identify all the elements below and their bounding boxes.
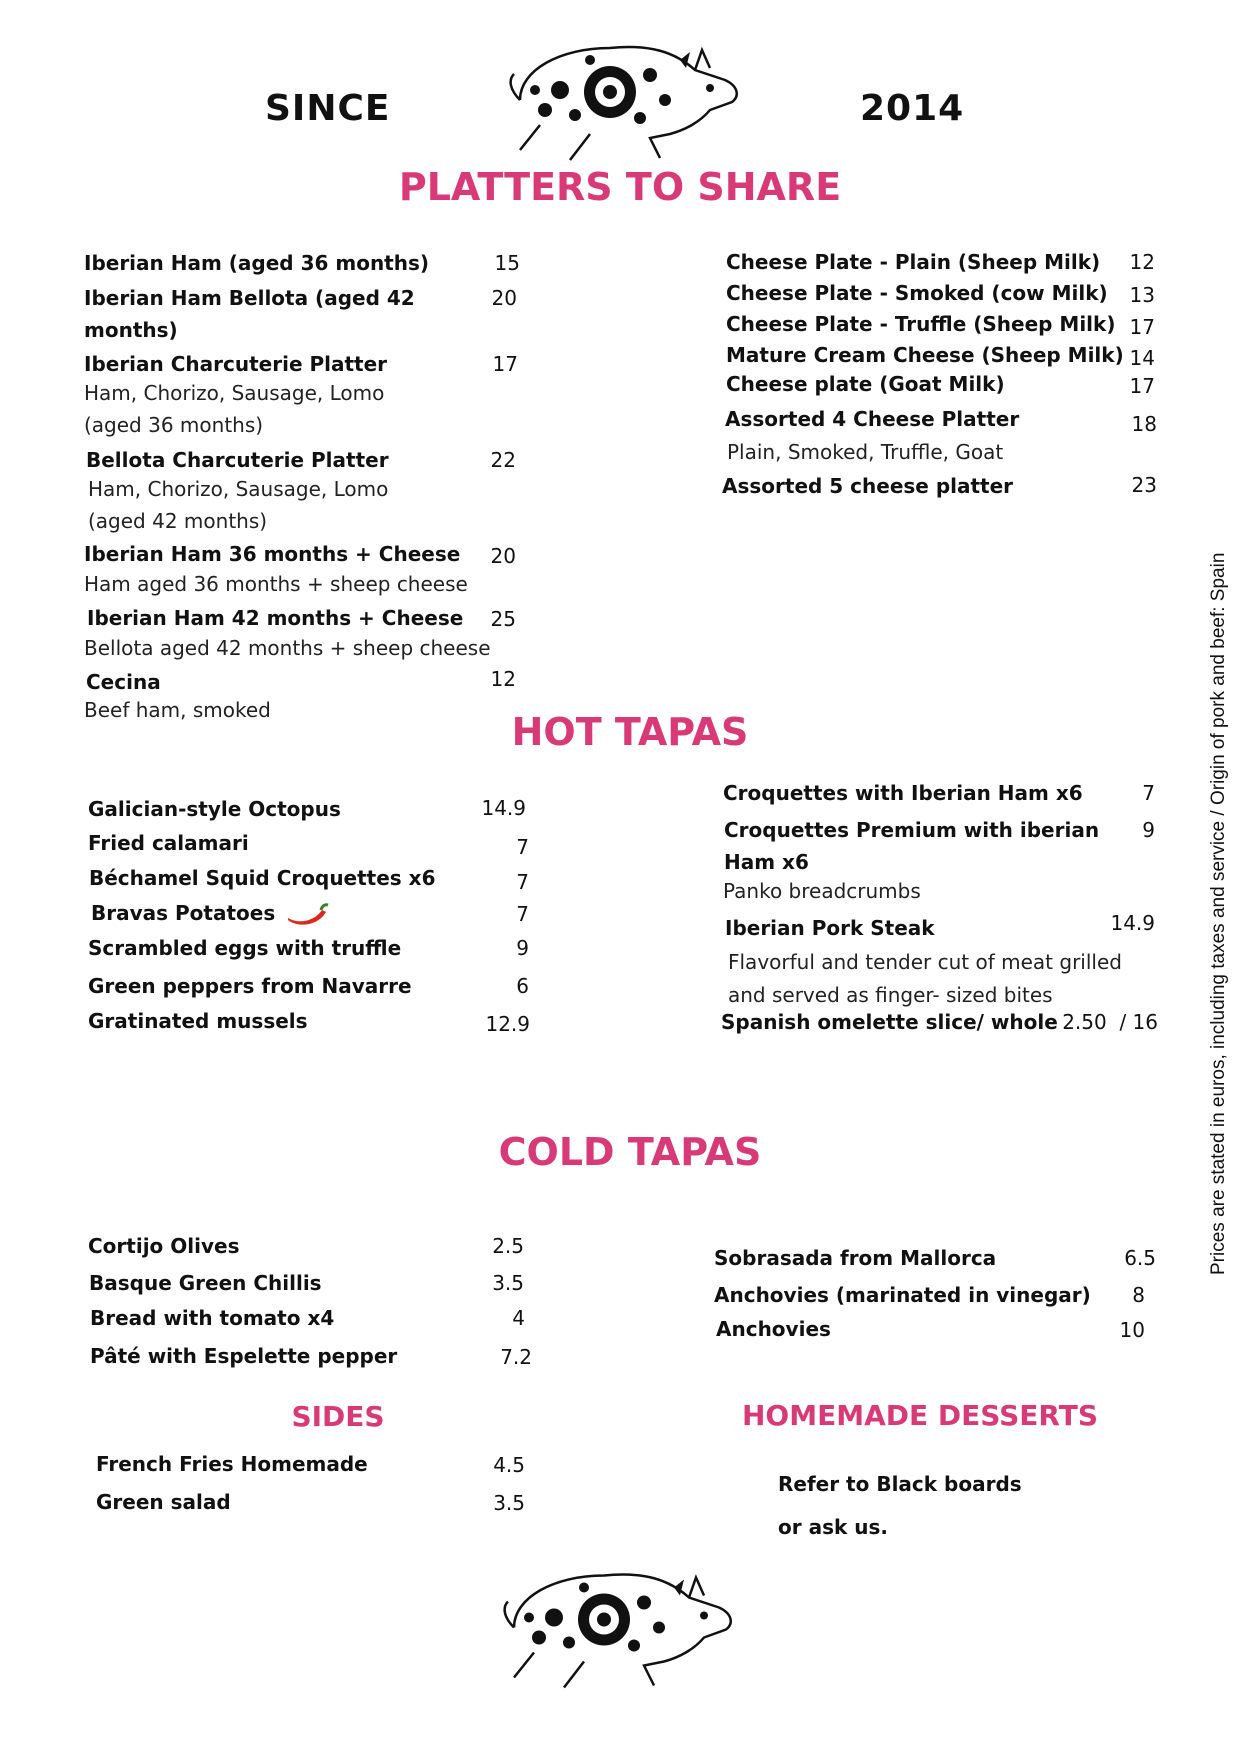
section-title-cold-tapas: COLD TAPAS bbox=[498, 1130, 762, 1174]
item-description: Panko breadcrumbs bbox=[723, 879, 921, 903]
item-price: 2.5 bbox=[492, 1234, 524, 1258]
item-description: Ham, Chorizo, Sausage, Lomo bbox=[88, 477, 389, 501]
menu-item: Sobrasada from Mallorca bbox=[714, 1246, 997, 1270]
menu-item: Anchovies (marinated in vinegar) bbox=[714, 1283, 1091, 1307]
item-price: 6.5 bbox=[1124, 1246, 1156, 1270]
item-price: 14.9 bbox=[1110, 911, 1155, 935]
item-price: 12 bbox=[490, 667, 516, 691]
menu-item: Galician-style Octopus bbox=[88, 797, 341, 821]
menu-item: Cortijo Olives bbox=[88, 1234, 240, 1258]
item-description: (aged 42 months) bbox=[88, 509, 268, 533]
year-label: 2014 bbox=[860, 88, 965, 129]
item-price: 15 bbox=[494, 251, 520, 275]
menu-item: Green salad bbox=[96, 1490, 231, 1514]
menu-item: Scrambled eggs with truffle bbox=[88, 936, 402, 960]
menu-item: Gratinated mussels bbox=[88, 1009, 308, 1033]
item-price: 14.9 bbox=[481, 796, 526, 820]
menu-item: Assorted 4 Cheese Platter bbox=[725, 407, 1020, 431]
item-description: Plain, Smoked, Truffle, Goat bbox=[727, 440, 1004, 464]
price-origin-note: Prices are stated in euros, including taxes and service / Origin of pork and beef: Spain bbox=[1208, 552, 1229, 1275]
item-price: 20 bbox=[490, 544, 516, 568]
item-price: 17 bbox=[492, 352, 518, 376]
menu-item-cont: months) bbox=[84, 318, 178, 342]
item-price: 3.5 bbox=[493, 1491, 525, 1515]
menu-item: Iberian Pork Steak bbox=[725, 916, 935, 940]
desserts-note: Refer to Black boards bbox=[778, 1472, 1022, 1496]
menu-item: Béchamel Squid Croquettes x6 bbox=[89, 866, 436, 890]
item-price: 13 bbox=[1129, 283, 1155, 307]
menu-item: Croquettes with Iberian Ham x6 bbox=[723, 781, 1083, 805]
item-price: 9 bbox=[516, 936, 529, 960]
item-price: 9 bbox=[1142, 818, 1155, 842]
menu-item: Fried calamari bbox=[88, 831, 249, 855]
item-price: 17 bbox=[1129, 374, 1155, 398]
menu-item: Iberian Ham 42 months + Cheese bbox=[87, 606, 464, 630]
item-description: Flavorful and tender cut of meat grilled bbox=[728, 950, 1122, 974]
item-price: 23 bbox=[1131, 473, 1157, 497]
item-price: 10 bbox=[1119, 1318, 1145, 1342]
item-description: Beef ham, smoked bbox=[84, 698, 271, 722]
menu-item: Basque Green Chillis bbox=[89, 1271, 322, 1295]
menu-item: Iberian Ham Bellota (aged 42 bbox=[84, 286, 415, 310]
menu-item: Mature Cream Cheese (Sheep Milk) bbox=[726, 343, 1124, 367]
item-price: 14 bbox=[1129, 346, 1155, 370]
menu-item: Cheese Plate - Plain (Sheep Milk) bbox=[726, 250, 1101, 274]
item-price: 18 bbox=[1131, 412, 1157, 436]
menu-item: Cheese Plate - Truffle (Sheep Milk) bbox=[726, 312, 1116, 336]
menu-item: Cheese plate (Goat Milk) bbox=[726, 372, 1005, 396]
since-label: SINCE bbox=[265, 88, 391, 129]
item-price: 7.2 bbox=[500, 1345, 532, 1369]
menu-item: Spanish omelette slice/ whole bbox=[721, 1010, 1058, 1034]
menu-item: Croquettes Premium with iberian bbox=[724, 818, 1100, 842]
item-price: 12 bbox=[1129, 250, 1155, 274]
menu-item: Green peppers from Navarre bbox=[88, 974, 412, 998]
menu-item: Pâté with Espelette pepper bbox=[90, 1344, 398, 1368]
menu-item: Iberian Ham 36 months + Cheese bbox=[84, 542, 461, 566]
item-price: 3.5 bbox=[492, 1271, 524, 1295]
item-description: Ham aged 36 months + sheep cheese bbox=[84, 572, 468, 596]
item-price: 7 bbox=[516, 835, 529, 859]
section-title-sides: SIDES bbox=[291, 1400, 385, 1433]
menu-item: Assorted 5 cheese platter bbox=[722, 474, 1014, 498]
item-price: 22 bbox=[490, 448, 516, 472]
item-price: 12.9 bbox=[485, 1012, 530, 1036]
desserts-note: or ask us. bbox=[778, 1515, 888, 1539]
menu-item: Bellota Charcuterie Platter bbox=[86, 448, 389, 472]
item-price: 4 bbox=[512, 1306, 525, 1330]
item-description: (aged 36 months) bbox=[84, 413, 264, 437]
item-price: 17 bbox=[1129, 315, 1155, 339]
menu-item bbox=[91, 897, 330, 929]
item-price: 8 bbox=[1132, 1283, 1145, 1307]
menu-item: Bread with tomato x4 bbox=[90, 1306, 335, 1330]
menu-item: Cheese Plate - Smoked (cow Milk) bbox=[726, 281, 1108, 305]
item-price: 4.5 bbox=[493, 1453, 525, 1477]
menu-item: Iberian Charcuterie Platter bbox=[84, 352, 388, 376]
item-price: 2.50 / 16 bbox=[1062, 1010, 1158, 1034]
item-description: Ham, Chorizo, Sausage, Lomo bbox=[84, 381, 385, 405]
item-description: Bellota aged 42 months + sheep cheese bbox=[84, 636, 491, 660]
item-price: 7 bbox=[516, 902, 529, 926]
menu-item: French Fries Homemade bbox=[96, 1452, 368, 1476]
boar-logo-icon bbox=[500, 30, 745, 170]
item-name: Bravas Potatoes bbox=[91, 901, 276, 925]
section-title-platters: PLATTERS TO SHARE bbox=[398, 165, 842, 209]
chili-pepper-icon bbox=[284, 902, 330, 928]
menu-item: Cecina bbox=[86, 670, 161, 694]
item-description: and served as finger- sized bites bbox=[728, 983, 1053, 1007]
item-price: 6 bbox=[516, 974, 529, 998]
item-price: 25 bbox=[490, 607, 516, 631]
boar-logo-icon bbox=[494, 1555, 739, 1700]
item-price: 7 bbox=[1142, 781, 1155, 805]
section-title-hot-tapas: HOT TAPAS bbox=[511, 710, 749, 754]
menu-item-cont: Ham x6 bbox=[724, 850, 809, 874]
section-title-desserts: HOMEMADE DESSERTS bbox=[741, 1399, 1098, 1432]
menu-item: Iberian Ham (aged 36 months) bbox=[84, 251, 430, 275]
item-price: 20 bbox=[491, 286, 517, 310]
item-price: 7 bbox=[516, 870, 529, 894]
menu-item: Anchovies bbox=[716, 1317, 831, 1341]
